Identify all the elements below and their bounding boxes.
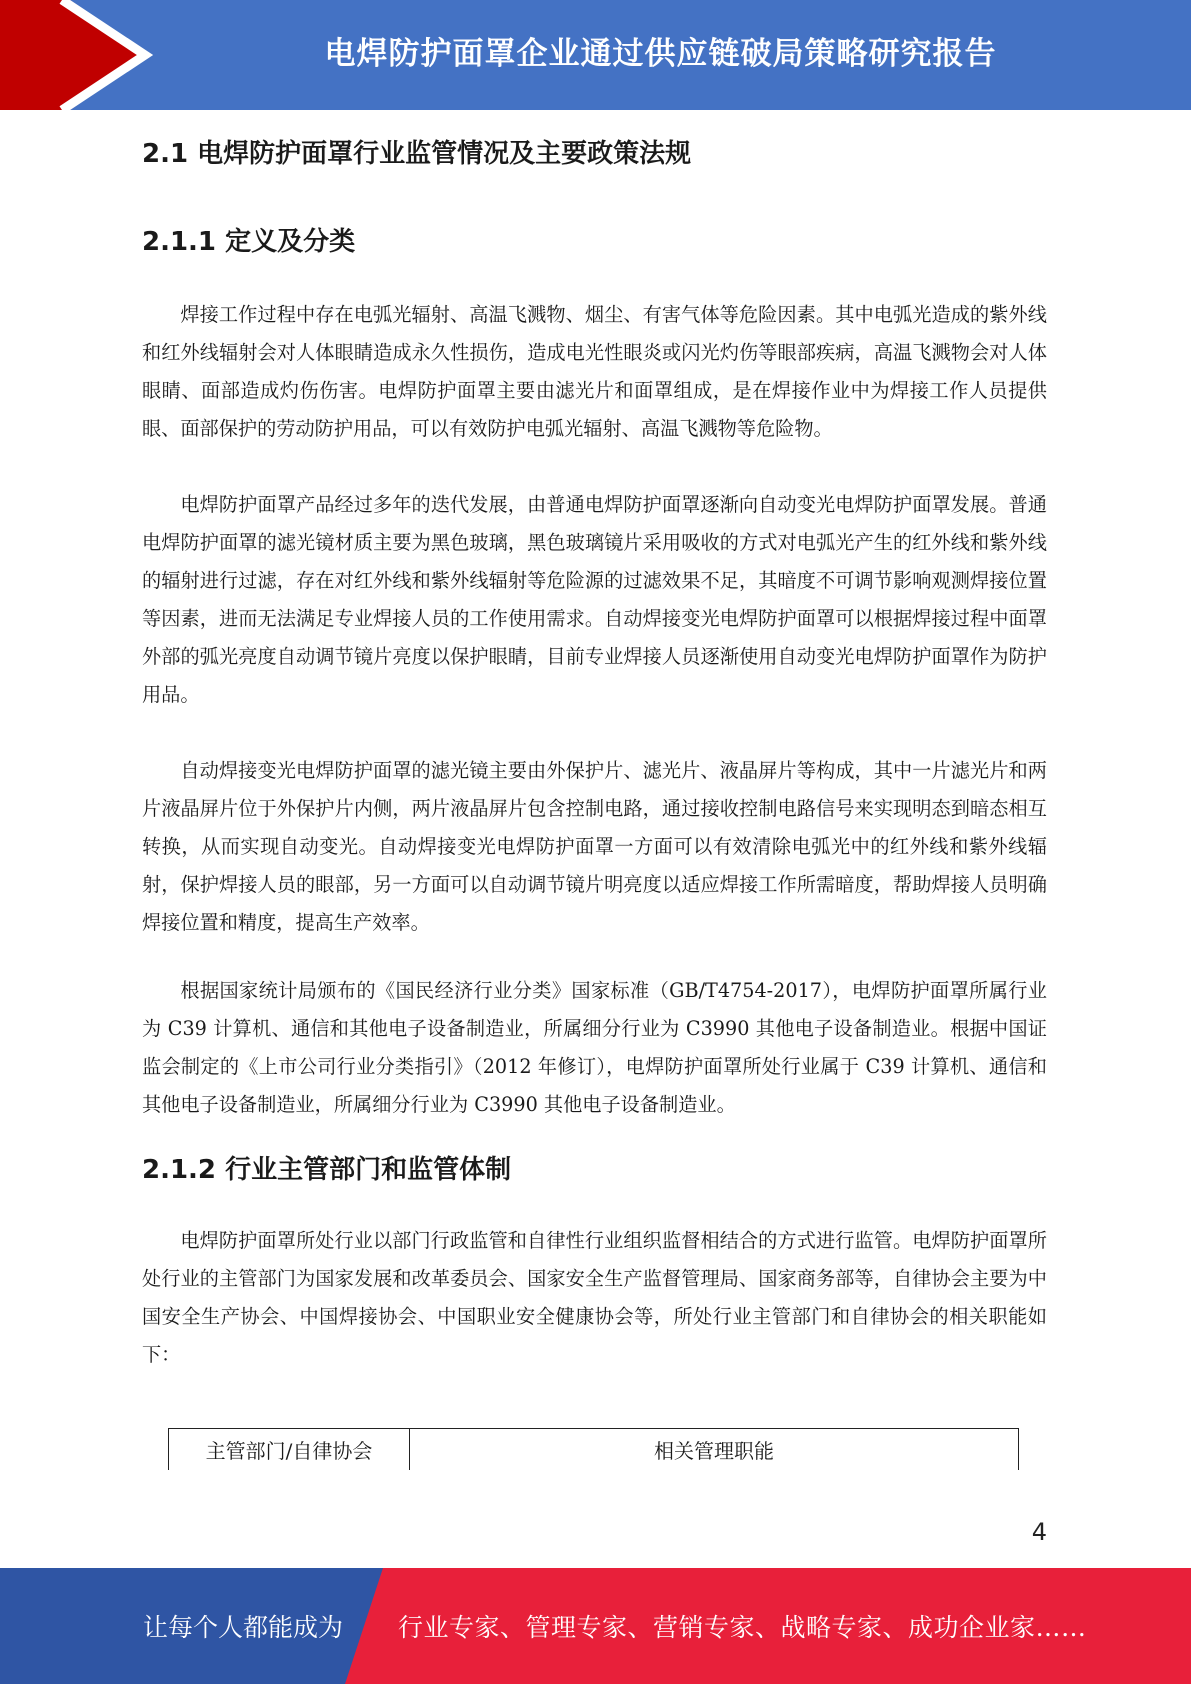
page-number: 4 (1031, 1518, 1047, 1546)
paragraph: 电焊防护面罩产品经过多年的迭代发展，由普通电焊防护面罩逐渐向自动变光电焊防护面罩发展。普通电焊防护面罩的滤光镜材质主要为黑色玻璃，黑色玻璃镜片采用吸收的方式对电弧光产生的红外线和紫外线的辐射进行过滤，存在对红外线和紫外线辐射等危险源的过滤效果不足，其暗度不可调节影响观测焊接位置等因素，进而无法满足专业焊接人员的工作使用需求。自动焊接变光电焊防护面罩可以根据焊接过程中面罩外部的弧光亮度自动调节镜片亮度以保护眼睛，目前专业焊接人员逐渐使用自动变光电焊防护面罩作为防护用品。 (142, 493, 1047, 706)
subsection-heading-definition: 2.1.1 定义及分类 (142, 227, 356, 257)
footer-banner (0, 1568, 1191, 1684)
footer-slogan-left: 让每个人都能成为 (143, 1613, 344, 1642)
table-header-cell: 主管部门/自律协会 (169, 1429, 410, 1470)
paragraph: 焊接工作过程中存在电弧光辐射、高温飞溅物、烟尘、有害气体等危险因素。其中电弧光造成的紫外线和红外线辐射会对人体眼睛造成永久性损伤，造成电光性眼炎或闪光灼伤等眼部疾病，高温飞溅物会对人体眼睛、面部造成灼伤伤害。电焊防护面罩主要由滤光片和面罩组成，是在焊接作业中为焊接工作人员提供眼、面部保护的劳动防护用品，可以有效防护电弧光辐射、高温飞溅物等危险物。 (142, 303, 1047, 440)
paragraph: 根据国家统计局颁布的《国民经济行业分类》国家标准（GB/T4754-2017），电焊防护面罩所属行业为 C39 计算机、通信和其他电子设备制造业，所属细分行业为 C3990 其他电子设备制造业。根据中国证监会制定的《上市公司行业分类指引》（2012 年修订），电焊防护面罩所处行业属于 C39 计算机、通信和其他电子设备制造业，所属细分行业为 C3990 其他电子设备制造业。 (142, 979, 1047, 1116)
table-header-cell: 相关管理职能 (654, 1439, 774, 1463)
regulators-table (168, 1428, 1019, 1470)
paragraph: 电焊防护面罩所处行业以部门行政监管和自律性行业组织监督相结合的方式进行监管。电焊防护面罩所处行业的主管部门为国家发展和改革委员会、国家安全生产监督管理局、国家商务部等，自律协会主要为中国安全生产协会、中国焊接协会、中国职业安全健康协会等，所处行业主管部门和自律协会的相关职能如下： (142, 1229, 1047, 1366)
header-banner (0, 0, 1191, 110)
main-content (142, 126, 1047, 1374)
footer-slogan-right: 行业专家、管理专家、营销专家、战略专家、成功企业家…… (398, 1613, 1087, 1642)
subsection-heading-regulation: 2.1.2 行业主管部门和监管体制 (142, 1155, 512, 1185)
section-heading: 2.1 电焊防护面罩行业监管情况及主要政策法规 (142, 139, 692, 169)
report-title: 电焊防护面罩企业通过供应链破局策略研究报告 (324, 35, 997, 72)
paragraph: 自动焊接变光电焊防护面罩的滤光镜主要由外保护片、滤光片、液晶屏片等构成，其中一片滤光片和两片液晶屏片位于外保护片内侧，两片液晶屏片包含控制电路，通过接收控制电路信号来实现明态到暗态相互转换，从而实现自动变光。自动焊接变光电焊防护面罩一方面可以有效清除电弧光中的红外线和紫外线辐射，保护焊接人员的眼部，另一方面可以自动调节镜片明亮度以适应焊接工作所需暗度，帮助焊接人员明确焊接位置和精度，提高生产效率。 (142, 759, 1047, 934)
